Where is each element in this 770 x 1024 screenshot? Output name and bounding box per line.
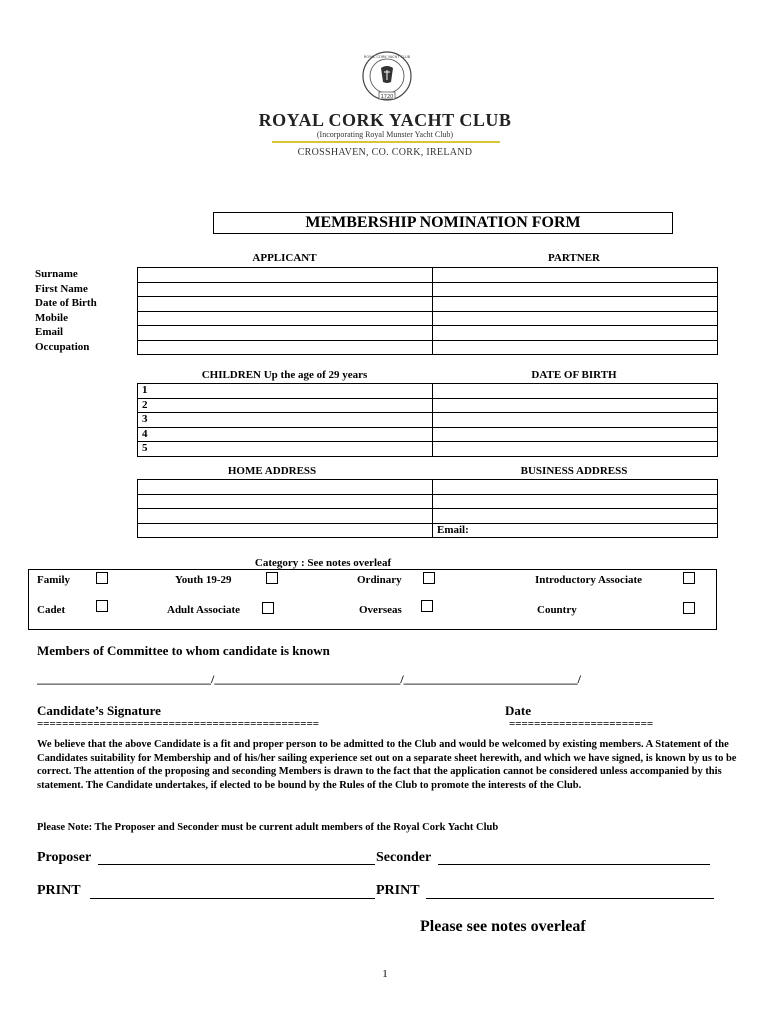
partner-header: PARTNER	[548, 252, 600, 264]
label-mobile: Mobile	[35, 311, 68, 324]
svg-text:ROYAL CORK YACHT CLUB: ROYAL CORK YACHT CLUB	[363, 55, 411, 59]
proposer-label: Proposer	[37, 850, 92, 865]
category-country-label: Country	[537, 604, 577, 616]
partner-first-name-field[interactable]	[433, 282, 718, 297]
category-country-checkbox[interactable]	[683, 602, 695, 614]
candidate-signature-label: Candidate’s Signature	[37, 703, 161, 718]
partner-mobile-field[interactable]	[433, 311, 718, 326]
child-dob-field[interactable]	[433, 413, 718, 428]
personal-field-labels	[35, 267, 97, 355]
club-crest-logo	[357, 50, 417, 102]
business-address-header: BUSINESS ADDRESS	[520, 465, 628, 477]
svg-text:1720: 1720	[380, 93, 394, 100]
category-cadet-checkbox[interactable]	[96, 600, 108, 612]
home-address-line[interactable]	[138, 494, 433, 509]
applicant-occupation-field[interactable]	[138, 340, 433, 355]
seconder-label: Seconder	[376, 850, 432, 865]
form-title: MEMBERSHIP NOMINATION FORM	[213, 212, 673, 234]
home-address-line[interactable]	[138, 509, 433, 524]
label-surname: Surname	[35, 268, 78, 280]
child-dob-field[interactable]	[433, 442, 718, 457]
children-dob-header: DATE OF BIRTH	[531, 369, 617, 381]
child-dob-field[interactable]	[433, 384, 718, 399]
applicant-email-field[interactable]	[138, 326, 433, 341]
see-notes-overleaf: Please see notes overleaf	[420, 918, 586, 935]
category-overseas-checkbox[interactable]	[421, 600, 433, 612]
child-dob-field[interactable]	[433, 427, 718, 442]
business-address-line[interactable]	[433, 494, 718, 509]
home-address-line[interactable]	[138, 523, 433, 538]
seconder-print-line[interactable]	[426, 898, 714, 899]
committee-heading: Members of Committee to whom candidate is known	[37, 643, 330, 658]
personal-details-table	[137, 267, 718, 355]
category-youth-label: Youth 19-29	[175, 574, 232, 586]
applicant-mobile-field[interactable]	[138, 311, 433, 326]
category-family-checkbox[interactable]	[96, 572, 108, 584]
club-name: ROYAL CORK YACHT CLUB	[258, 110, 512, 130]
category-adult-associate-label: Adult Associate	[167, 604, 241, 616]
partner-occupation-field[interactable]	[433, 340, 718, 355]
child-name-field[interactable]: 3	[138, 413, 433, 428]
child-name-field[interactable]: 2	[138, 398, 433, 413]
applicant-dob-field[interactable]	[138, 297, 433, 312]
label-email: Email	[35, 326, 64, 339]
business-address-line[interactable]	[433, 509, 718, 524]
seconder-print-label: PRINT	[376, 883, 420, 898]
seconder-signature-line[interactable]	[438, 864, 710, 865]
applicant-surname-field[interactable]	[138, 268, 433, 283]
nomination-statement: We believe that the above Candidate is a fit and proper person to be admitted to the Club and would be welcomed by existing members. A Statement of the Candidates suitability for Membership and of his/her sailing experience set out on a separate sheet herewith, and which we have signed, is known by us to be correct. The attention of the proposing and seconding Members is drawn to the fact that the application cannot be considered unless accompanied by this statement. The Candidate undertakes, if elected to be bound by the Rules of the Club to promote the interests of the Club.	[37, 739, 737, 791]
label-occupation: Occupation	[35, 340, 90, 353]
category-youth-checkbox[interactable]	[266, 572, 278, 584]
signature-date-label: Date	[505, 703, 531, 718]
partner-surname-field[interactable]	[433, 268, 718, 283]
proposer-print-line[interactable]	[90, 898, 375, 899]
label-first-name: First Name	[35, 282, 88, 295]
child-name-field[interactable]: 5	[138, 442, 433, 457]
category-adult-associate-checkbox[interactable]	[262, 602, 274, 614]
category-ordinary-checkbox[interactable]	[423, 572, 435, 584]
children-header: CHILDREN Up the age of 29 years	[201, 369, 368, 381]
business-address-line[interactable]	[433, 480, 718, 495]
category-introductory-checkbox[interactable]	[683, 572, 695, 584]
home-address-line[interactable]	[138, 480, 433, 495]
business-email-field[interactable]: Email:	[433, 523, 718, 538]
category-overseas-label: Overseas	[359, 604, 402, 616]
proposer-signature-line[interactable]	[98, 864, 375, 865]
club-address: CROSSHAVEN, CO. CORK, IRELAND	[297, 147, 473, 158]
signature-rule-left[interactable]: =============================================	[37, 718, 320, 730]
proposer-print-label: PRINT	[37, 883, 81, 898]
child-name-field[interactable]: 4	[138, 427, 433, 442]
category-family-label: Family	[37, 574, 70, 586]
partner-email-field[interactable]	[433, 326, 718, 341]
partner-dob-field[interactable]	[433, 297, 718, 312]
committee-members-line[interactable]: _____________________________/_______________________________/_____________________________/	[37, 672, 582, 686]
page-number: 1	[382, 968, 388, 980]
date-rule-right[interactable]: =======================	[509, 718, 654, 730]
proposer-note: Please Note: The Proposer and Seconder must be current adult members of the Royal Cork Yacht Club	[37, 822, 499, 833]
category-cadet-label: Cadet	[37, 604, 66, 616]
category-title: Category : See notes overleaf	[254, 557, 392, 569]
applicant-first-name-field[interactable]	[138, 282, 433, 297]
child-dob-field[interactable]	[433, 398, 718, 413]
child-name-field[interactable]: 1	[138, 384, 433, 399]
club-subtitle: (Incorporating Royal Munster Yacht Club)	[316, 130, 454, 139]
label-date-of-birth: Date of Birth	[35, 297, 97, 310]
category-ordinary-label: Ordinary	[357, 574, 402, 586]
category-introductory-label: Introductory Associate	[535, 574, 643, 586]
children-table	[137, 383, 718, 457]
applicant-header: APPLICANT	[252, 252, 317, 264]
address-table	[137, 479, 718, 538]
home-address-header: HOME ADDRESS	[227, 465, 317, 477]
header-divider	[272, 141, 500, 143]
